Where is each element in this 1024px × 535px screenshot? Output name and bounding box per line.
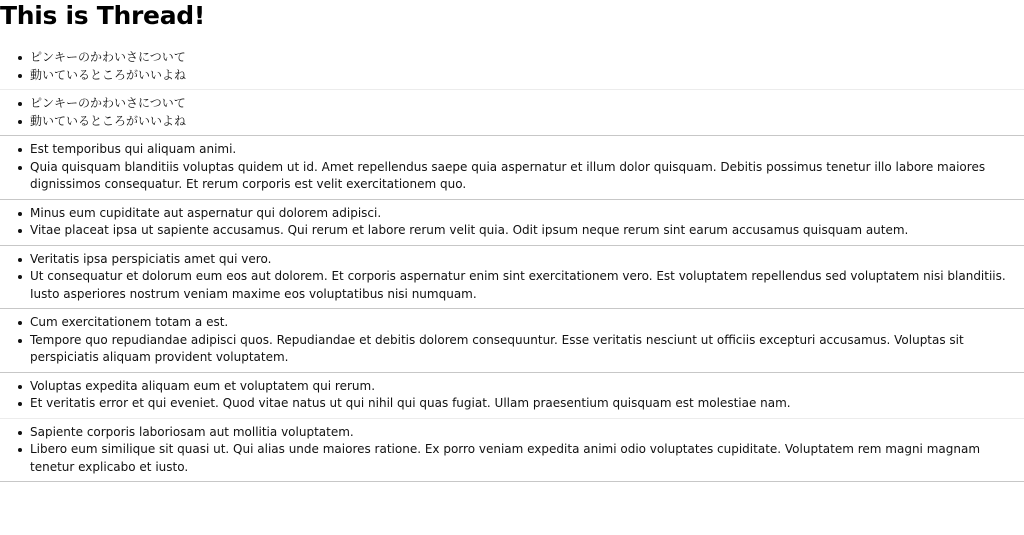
thread-post xyxy=(0,309,1024,373)
post-line: 動いているところがいいよね xyxy=(30,113,1024,131)
thread-post xyxy=(0,373,1024,419)
post-line: 動いているところがいいよね xyxy=(30,67,1024,85)
post-line: Libero eum similique sit quasi ut. Qui alias unde maiores ratione. Ex porro veniam expedita animi odio voluptates cupiditate. Voluptatem rem magni magnam tenetur explicabo et iusto. xyxy=(30,441,1024,476)
post-line: ピンキーのかわいさについて xyxy=(30,95,1024,113)
post-line: Quia quisquam blanditiis voluptas quidem ut id. Amet repellendus saepe quia aspernatur et illum dolor quisquam. Debitis possimus tenetur illo labore maiores dignissimos consequatur. Et rerum corporis est velit exercitationem quo. xyxy=(30,159,1024,194)
post-line: Veritatis ipsa perspiciatis amet qui vero. xyxy=(30,251,1024,269)
thread-post xyxy=(0,136,1024,200)
thread-post xyxy=(0,90,1024,136)
post-line: Voluptas expedita aliquam eum et voluptatem qui rerum. xyxy=(30,378,1024,396)
thread-post xyxy=(0,44,1024,90)
thread-post xyxy=(0,200,1024,246)
post-line: Minus eum cupiditate aut aspernatur qui dolorem adipisci. xyxy=(30,205,1024,223)
post-line: Et veritatis error et qui eveniet. Quod vitae natus ut qui nihil qui quas fugiat. Ullam praesentium quisquam est molestiae nam. xyxy=(30,395,1024,413)
post-line: Tempore quo repudiandae adipisci quos. Repudiandae et debitis dolorem consequuntur. Esse veritatis nesciunt ut officiis excepturi accusamus. Voluptas sit perspiciatis aliquam provident voluptatem. xyxy=(30,332,1024,367)
post-line: Vitae placeat ipsa ut sapiente accusamus. Qui rerum et labore rerum velit quia. Odit ipsum neque rerum sint earum accusamus quisquam autem. xyxy=(30,222,1024,240)
thread-post xyxy=(0,246,1024,310)
page-title: This is Thread! xyxy=(0,1,205,30)
post-line: Ut consequatur et dolorum eum eos aut dolorem. Et corporis aspernatur enim sint exercitationem vero. Est voluptatem repellendus sed voluptatem nisi blanditiis. Iusto asperiores nostrum veniam maxime eos voluptatibus nisi numquam. xyxy=(30,268,1024,303)
post-line: Cum exercitationem totam a est. xyxy=(30,314,1024,332)
thread-list xyxy=(0,44,1024,482)
thread-post xyxy=(0,419,1024,483)
post-line: ピンキーのかわいさについて xyxy=(30,49,1024,67)
post-line: Sapiente corporis laboriosam aut mollitia voluptatem. xyxy=(30,424,1024,442)
post-line: Est temporibus qui aliquam animi. xyxy=(30,141,1024,159)
